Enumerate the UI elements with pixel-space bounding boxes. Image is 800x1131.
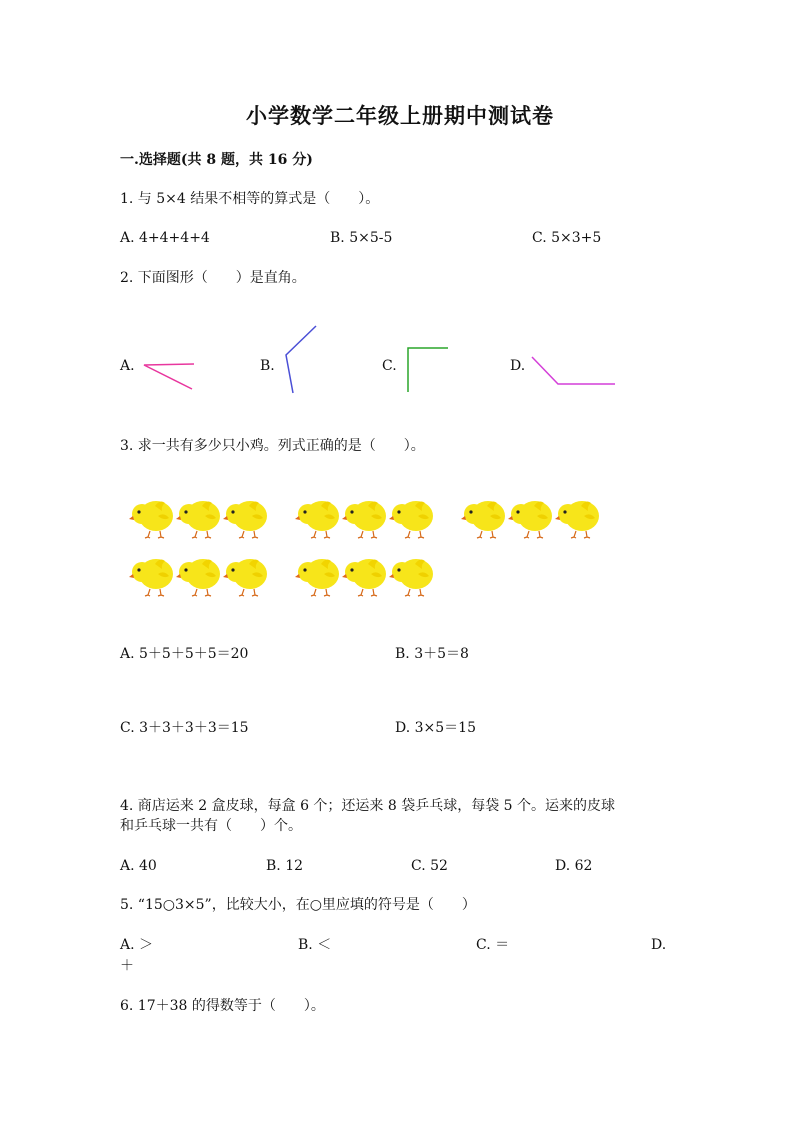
question-5-option-d: D. xyxy=(651,937,667,953)
question-1-option-c: C. 5×3+5 xyxy=(532,230,602,246)
angle-figure-c xyxy=(408,348,448,392)
question-2-stem: 2. 下面图形（ ）是直角。 xyxy=(120,270,306,286)
question-5-option-c: C. ＝ xyxy=(476,937,510,953)
chick-icon xyxy=(222,494,270,540)
section-heading: 一.选择题(共 8 题，共 16 分) xyxy=(120,152,313,168)
question-4-option-b: B. 12 xyxy=(266,858,304,874)
chick-icon xyxy=(175,552,223,598)
chick-icon xyxy=(507,494,555,540)
chick-icon xyxy=(128,552,176,598)
question-4-option-d: D. 62 xyxy=(555,858,593,874)
page-title: 小学数学二年级上册期中测试卷 xyxy=(246,103,554,128)
question-3-stem: 3. 求一共有多少只小鸡。列式正确的是（ ）。 xyxy=(120,438,425,454)
question-2-option-a: A. xyxy=(120,358,135,374)
question-2-option-d: D. xyxy=(510,358,526,374)
angle-figure-d xyxy=(532,357,615,384)
question-3-option-b: B. 3＋5＝8 xyxy=(395,646,469,662)
question-5-stem: 5. “15○3×5”，比较大小，在○里应填的符号是（ ） xyxy=(120,897,476,913)
question-1-option-b: B. 5×5-5 xyxy=(330,230,393,246)
question-5-option-a: A. ＞ xyxy=(120,937,154,953)
question-2-option-b: B. xyxy=(260,358,275,374)
chick-icon xyxy=(294,552,342,598)
question-4-stem-line-1: 4. 商店运来 2 盒皮球，每盒 6 个；还运来 8 袋乒乓球，每袋 5 个。运来的皮球 xyxy=(120,798,616,814)
question-3-option-d: D. 3×5＝15 xyxy=(395,720,476,736)
chick-icon xyxy=(341,552,389,598)
question-1-option-a: A. 4+4+4+4 xyxy=(120,230,210,246)
question-6-stem: 6. 17＋38 的得数等于（ ）。 xyxy=(120,998,325,1014)
chick-icon xyxy=(388,552,436,598)
chick-icon xyxy=(460,494,508,540)
question-4-stem-line-2: 和乒乓球一共有（ ）个。 xyxy=(120,818,302,834)
chick-icon xyxy=(554,494,602,540)
chick-icon xyxy=(341,494,389,540)
chick-icon xyxy=(388,494,436,540)
angle-figure-b xyxy=(286,326,316,393)
angle-figure-a xyxy=(144,364,194,389)
chick-icon xyxy=(175,494,223,540)
question-3-option-a: A. 5＋5＋5＋5＝20 xyxy=(120,646,249,662)
question-4-option-a: A. 40 xyxy=(120,858,157,874)
question-2-option-c: C. xyxy=(382,358,397,374)
question-2-angle-figures xyxy=(0,0,800,420)
chick-icon xyxy=(222,552,270,598)
chick-icon xyxy=(128,494,176,540)
question-5-option-d-value: ＋ xyxy=(120,958,134,974)
question-4-option-c: C. 52 xyxy=(411,858,448,874)
chick-icon xyxy=(294,494,342,540)
question-5-option-b: B. ＜ xyxy=(298,937,332,953)
question-3-option-c: C. 3＋3＋3＋3＝15 xyxy=(120,720,249,736)
question-1-stem: 1. 与 5×4 结果不相等的算式是（ ）。 xyxy=(120,191,380,207)
